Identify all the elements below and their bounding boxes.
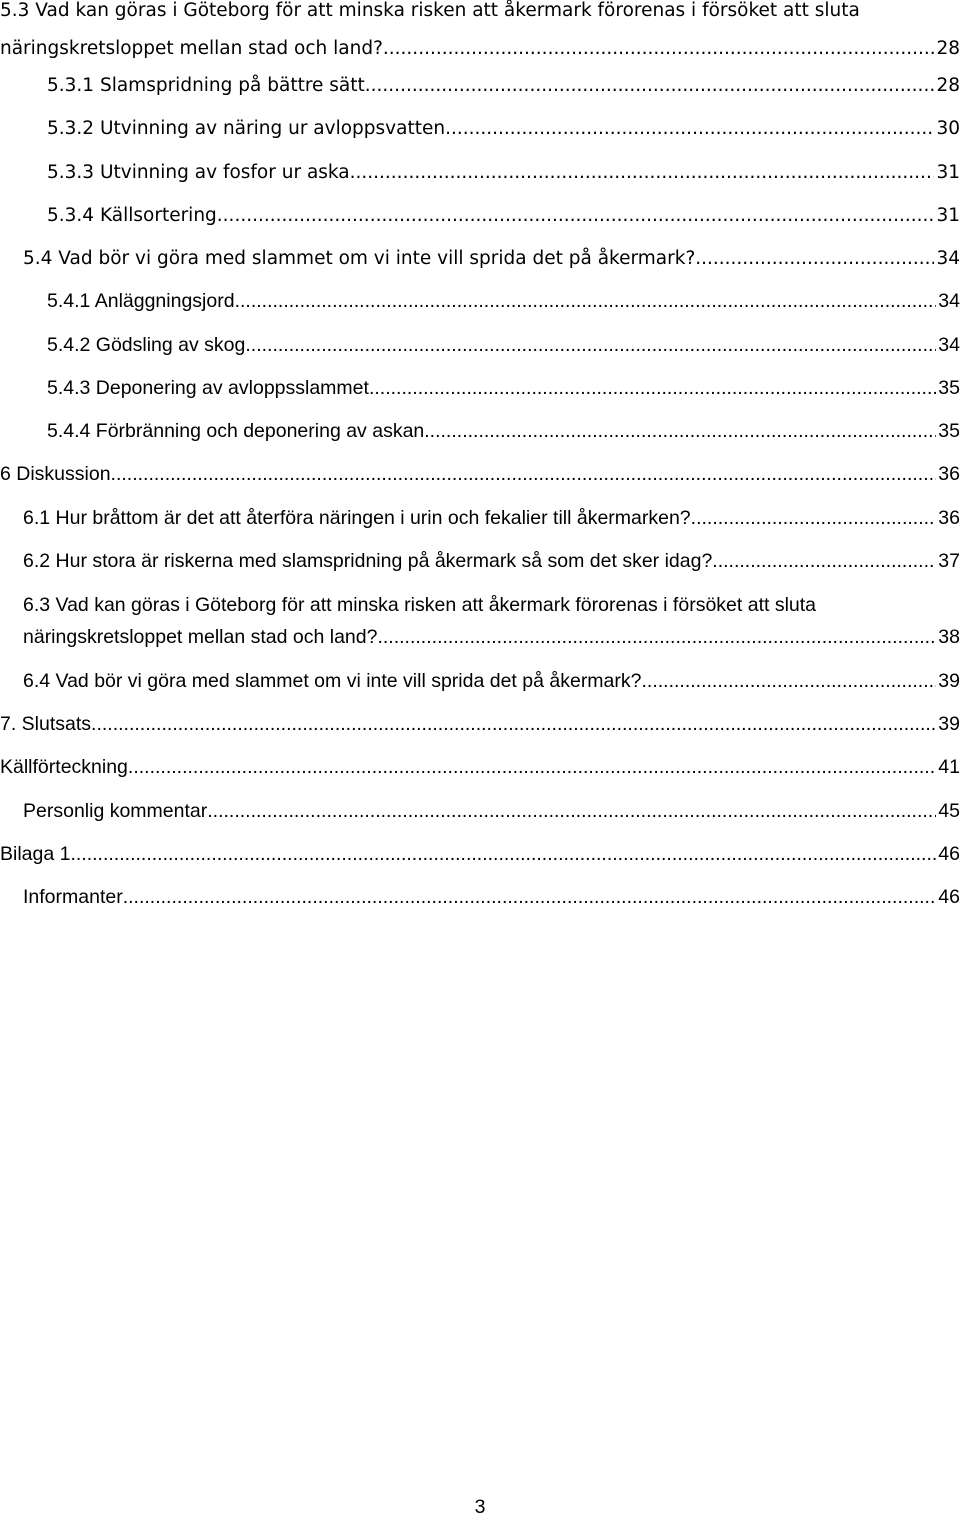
toc-leader-dots bbox=[70, 833, 936, 876]
toc-entry-5-3-4[interactable] bbox=[47, 194, 960, 237]
toc-entry-6-4[interactable] bbox=[23, 660, 960, 703]
toc-page-number: 41 bbox=[938, 756, 960, 778]
page-number: 3 bbox=[474, 1496, 486, 1518]
toc-entry-6[interactable] bbox=[0, 453, 960, 496]
toc-leader-dots bbox=[424, 410, 936, 453]
toc-page-number: 34 bbox=[938, 290, 960, 312]
toc-leader-dots bbox=[365, 64, 935, 107]
toc-page-number: 46 bbox=[938, 886, 960, 908]
toc-entry-text: 6 Diskussion bbox=[0, 463, 111, 485]
toc-leader-dots bbox=[445, 107, 934, 150]
toc-entry-5-4-1[interactable] bbox=[47, 280, 960, 323]
toc-entry-text: 5.3.4 Källsortering bbox=[47, 205, 217, 226]
toc-page-number: 37 bbox=[938, 550, 960, 572]
toc-entry-text: Källförteckning bbox=[0, 756, 128, 778]
toc-page-number: 45 bbox=[938, 800, 960, 822]
toc-leader-dots bbox=[111, 453, 937, 496]
toc-leader-dots bbox=[217, 194, 935, 237]
toc-page-number: 35 bbox=[938, 377, 960, 399]
toc-page-number: 36 bbox=[938, 463, 960, 485]
toc-entry-text: Personlig kommentar bbox=[23, 800, 208, 822]
toc-entry-6-2[interactable] bbox=[23, 540, 960, 583]
toc-entry-informanter[interactable] bbox=[23, 876, 960, 919]
toc-entry-7[interactable] bbox=[0, 703, 960, 746]
toc-leader-dots bbox=[695, 237, 934, 280]
toc-entry-text: Bilaga 1 bbox=[0, 843, 71, 865]
toc-page-number: 31 bbox=[936, 205, 960, 226]
toc-leader-dots bbox=[377, 616, 936, 659]
toc-entry-text: 5.3.1 Slamspridning på bättre sätt bbox=[47, 75, 365, 96]
toc-entry-text: 6.4 Vad bör vi göra med slammet om vi inte vill sprida det på åkermark? bbox=[23, 670, 642, 692]
toc-page-number: 35 bbox=[938, 420, 960, 442]
toc-leader-dots bbox=[350, 151, 935, 194]
toc-entry-text: 5.3 Vad kan göras i Göteborg för att minska risken att åkermark förorenas i försöket att sluta bbox=[0, 0, 860, 21]
toc-page-number: 46 bbox=[938, 843, 960, 865]
toc-entry-5-3-2[interactable] bbox=[47, 107, 960, 150]
toc-page-number: 38 bbox=[938, 626, 960, 648]
toc-entry-text: 5.4.1 Anläggningsjord bbox=[47, 290, 235, 312]
toc-leader-dots bbox=[235, 280, 937, 323]
toc-entry-text: 5.4.3 Deponering av avloppsslammet bbox=[47, 377, 369, 399]
toc-entry-5-3-1[interactable] bbox=[47, 64, 960, 107]
toc-entry-5-4-3[interactable] bbox=[47, 367, 960, 410]
toc-leader-dots bbox=[245, 324, 936, 367]
toc-entry-6-1[interactable] bbox=[23, 497, 960, 540]
toc-entry-5-3-3[interactable] bbox=[47, 151, 960, 194]
toc-page-number: 28 bbox=[936, 38, 960, 59]
toc-page-number: 39 bbox=[938, 713, 960, 735]
toc-entry-personlig-kommentar[interactable] bbox=[23, 790, 960, 833]
toc-entry-text: näringskretsloppet mellan stad och land? bbox=[0, 38, 383, 59]
toc-leader-dots bbox=[691, 497, 937, 540]
toc-page-number: 31 bbox=[936, 162, 960, 183]
toc-leader-dots bbox=[712, 540, 936, 583]
toc-page-number: 30 bbox=[936, 118, 960, 139]
toc-page-number: 39 bbox=[938, 670, 960, 692]
toc-entry-text: 7. Slutsats bbox=[0, 713, 92, 735]
toc-entry-text: 5.4 Vad bör vi göra med slammet om vi inte vill sprida det på åkermark? bbox=[23, 248, 696, 269]
toc-entry-text: 5.4.4 Förbränning och deponering av askan bbox=[47, 420, 425, 442]
toc-leader-dots bbox=[642, 660, 937, 703]
toc-leader-dots bbox=[123, 876, 937, 919]
toc-page-number: 28 bbox=[936, 75, 960, 96]
toc-entry-text: 5.3.3 Utvinning av fosfor ur aska bbox=[47, 162, 350, 183]
toc-entry-5-4-4[interactable] bbox=[47, 410, 960, 453]
toc-leader-dots bbox=[128, 746, 936, 789]
toc-leader-dots bbox=[369, 367, 936, 410]
toc-entry-text: Informanter bbox=[23, 886, 123, 908]
toc-entry-text: 5.3.2 Utvinning av näring ur avloppsvatten bbox=[47, 118, 446, 139]
toc-page-number: 34 bbox=[936, 248, 960, 269]
toc-entry-text: 6.2 Hur stora är riskerna med slamspridning på åkermark så som det sker idag? bbox=[23, 550, 713, 572]
toc-entry-5-3-line1[interactable] bbox=[0, 0, 960, 27]
toc-entry-6-3[interactable] bbox=[23, 616, 960, 659]
toc-entry-5-4-2[interactable] bbox=[47, 324, 960, 367]
toc-entry-text: 5.4.2 Gödsling av skog bbox=[47, 334, 246, 356]
toc-entry-bilaga-1[interactable] bbox=[0, 833, 960, 876]
toc-entry-text: 6.1 Hur bråttom är det att återföra näringen i urin och fekalier till åkermarken? bbox=[23, 507, 691, 529]
toc-entry-text: näringskretsloppet mellan stad och land? bbox=[23, 626, 378, 648]
toc-entry-5-4[interactable] bbox=[23, 237, 960, 280]
toc-entry-text: 6.3 Vad kan göras i Göteborg för att minska risken att åkermark förorenas i försöket att sluta bbox=[23, 594, 817, 616]
toc-leader-dots bbox=[207, 790, 936, 833]
toc-page-number: 36 bbox=[938, 507, 960, 529]
toc-leader-dots bbox=[91, 703, 936, 746]
toc-entry-kallforteckning[interactable] bbox=[0, 746, 960, 789]
toc-page-number: 34 bbox=[938, 334, 960, 356]
